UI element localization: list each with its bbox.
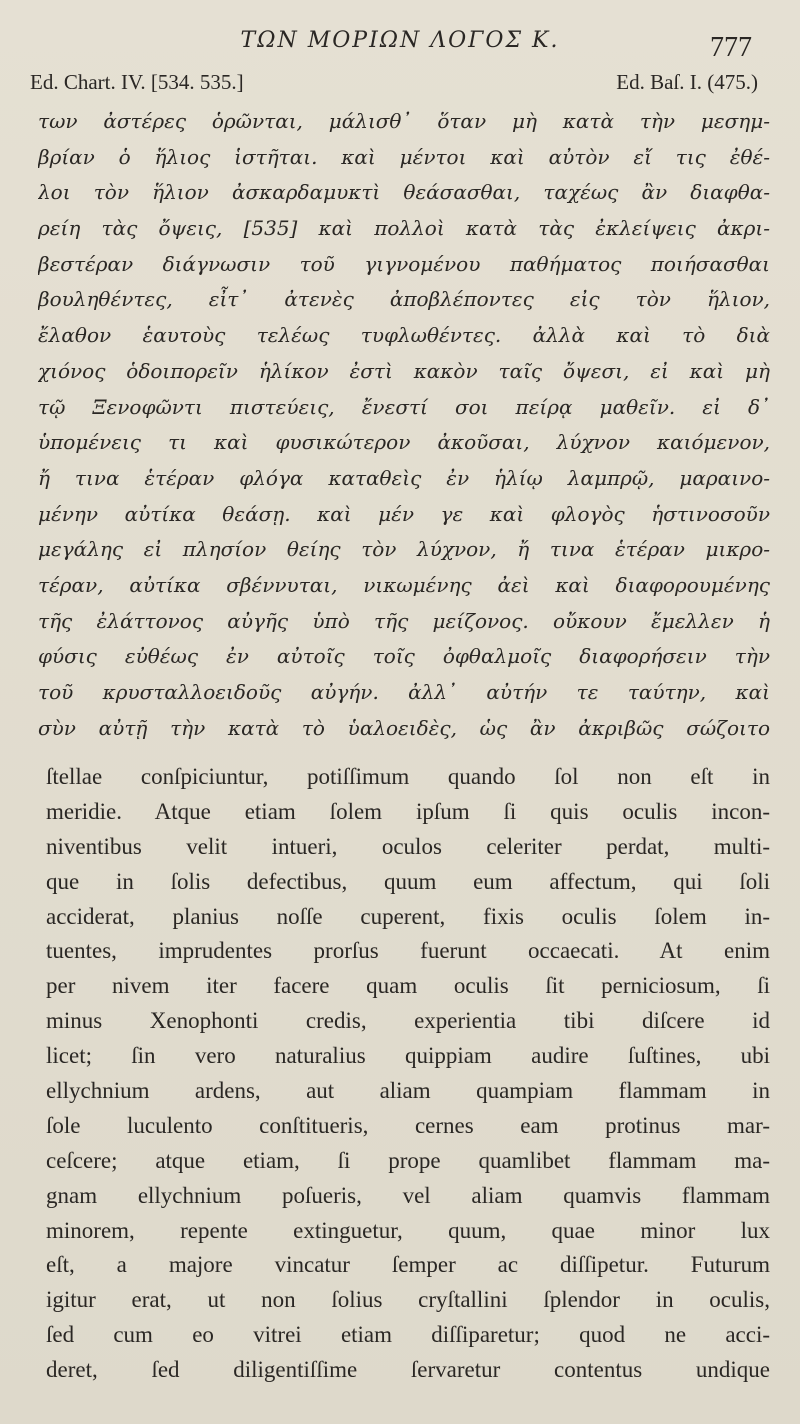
greek-text-line: τέραν, αὐτίκα σβέννυται, νικωμένης ἀεὶ καὶ διαφορουμένης [38, 572, 770, 597]
edition-chartier-ref: Ed. Chart. IV. [534. 535.] [30, 70, 244, 94]
latin-text-line: ſtellae conſpiciuntur, potiſſimum quando ſol non eſt in [46, 764, 770, 789]
greek-text-line: των ἀστέρες ὁρῶνται, μάλισθ᾽ ὅταν μὴ κατὰ τὴν μεσημ- [38, 109, 770, 133]
latin-text-line: licet; ſin vero naturalius quippiam audire ſuſtines, ubi [46, 1043, 770, 1069]
latin-text-line: ellychnium ardens, aut aliam quampiam flammam in [46, 1078, 770, 1104]
greek-text-line: τῷ Ξενοφῶντι πιστεύεις, ἔνεστί σοι πείρᾳ μαθεῖν. εἰ δ᾽ [38, 394, 770, 419]
greek-text-line: λοι τὸν ἥλιον ἀσκαρδαμυκτὶ θεάσασθαι, ταχέως ἂν διαφθα- [38, 180, 770, 205]
edition-basel-ref: Ed. Baſ. I. (475.) [616, 70, 758, 94]
latin-text-line: ſole luculento conſtitueris, cernes eam protinus mar- [46, 1112, 770, 1138]
greek-text-line: φύσις εὐθέως ἐν αὐτοῖς τοῖς ὀφθαλμοῖς διαφορήσειν τὴν [38, 644, 770, 669]
greek-text-line: βουληθέντες, εἶτ᾽ ἀτενὲς ἀποβλέποντες εἰς τὸν ἥλιον, [38, 287, 770, 312]
latin-text-line: niventibus velit intueri, oculos celeriter perdat, multi- [46, 833, 770, 859]
latin-text-line: igitur erat, ut non ſolius cryſtallini ſplendor in oculis, [46, 1287, 770, 1313]
edition-reference-line [30, 70, 758, 100]
greek-text-line: βρίαν ὁ ἥλιος ἱστῆται. καὶ μέντοι καὶ αὐτὸν εἴ τις ἐθέ- [38, 144, 770, 169]
greek-text-line: ρείη τὰς ὄψεις, [535] καὶ πολλοὶ κατὰ τὰς ἐκλείψεις ἀκρι- [38, 216, 770, 241]
greek-text-line: βεστέραν διάγνωσιν τοῦ γιγνομένου παθήματος ποιήσασθαι [38, 251, 770, 276]
latin-text-line: minus Xenophonti credis, experientia tibi diſcere id [46, 1008, 770, 1034]
greek-text-line: ἤ τινα ἑτέραν φλόγα καταθεὶς ἐν ἡλίῳ λαμπρῷ, μαραινο- [38, 465, 770, 490]
page-number: 777 [710, 32, 752, 63]
greek-text-line: ὑπομένεις τι καὶ φυσικώτερον ἀκοῦσαι, λύχνον καιόμενον, [38, 430, 770, 455]
latin-text-line: que in ſolis defectibus, quum eum affectum, qui ſoli [46, 868, 770, 894]
latin-text-line: gnam ellychnium poſueris, vel aliam quamvis flammam [46, 1182, 770, 1208]
latin-text-line: tuentes, imprudentes prorſus fuerunt occaecati. At enim [46, 938, 770, 964]
greek-text-line: σὺν αὐτῇ τὴν κατὰ τὸ ὑαλοειδὲς, ὡς ἂν ἀκριβῶς σώζοιτο [38, 715, 770, 740]
latin-text-line: ceſcere; atque etiam, ſi prope quamlibet flammam ma- [46, 1147, 770, 1173]
latin-text-block [46, 760, 770, 1388]
greek-text-line: μένην αὐτίκα θεάσῃ. καὶ μέν γε καὶ φλογὸς ἡστινοσοῦν [38, 501, 770, 526]
latin-text-line: acciderat, planius noſſe cuperent, fixis oculis ſolem in- [46, 903, 770, 929]
running-head [0, 28, 800, 62]
greek-text-line: τῆς ἐλάττονος αὐγῆς ὑπὸ τῆς μείζονος. οὔκουν ἔμελλεν ἡ [38, 608, 770, 633]
latin-text-line: per nivem iter facere quam oculis ſit perniciosum, ſi [46, 973, 770, 999]
greek-text-line: μεγάλης εἰ πλησίον θείης τὸν λύχνον, ἤ τινα ἑτέραν μικρο- [38, 537, 770, 562]
greek-text-line: χιόνος ὁδοιπορεῖν ἡλίκον ἐστὶ κακὸν ταῖς ὄψεσι, εἰ καὶ μὴ [38, 358, 770, 383]
greek-text-line: ἔλαθον ἑαυτοὺς τελέως τυφλωθέντες. ἀλλὰ καὶ τὸ διὰ [38, 323, 770, 348]
latin-text-line: deret, ſed diligentiſſime ſervaretur contentus undique [46, 1357, 770, 1383]
latin-text-line: ſed cum eo vitrei etiam diſſiparetur; quod ne acci- [46, 1322, 770, 1348]
greek-text-line: τοῦ κρυσταλλοειδοῦς αὐγήν. ἀλλ᾽ αὐτήν τε ταύτην, καὶ [38, 680, 770, 704]
latin-text-line: minorem, repente extinguetur, quum, quae minor lux [46, 1217, 770, 1243]
greek-text-block [38, 104, 770, 746]
running-title: ΤΩΝ ΜΟΡΙΩΝ ΛΟΓΟΣ Κ. [240, 28, 560, 53]
latin-text-line: eſt, a majore vincatur ſemper ac diſſipetur. Futurum [46, 1252, 770, 1278]
latin-text-line: meridie. Atque etiam ſolem ipſum ſi quis oculis incon- [46, 798, 770, 824]
